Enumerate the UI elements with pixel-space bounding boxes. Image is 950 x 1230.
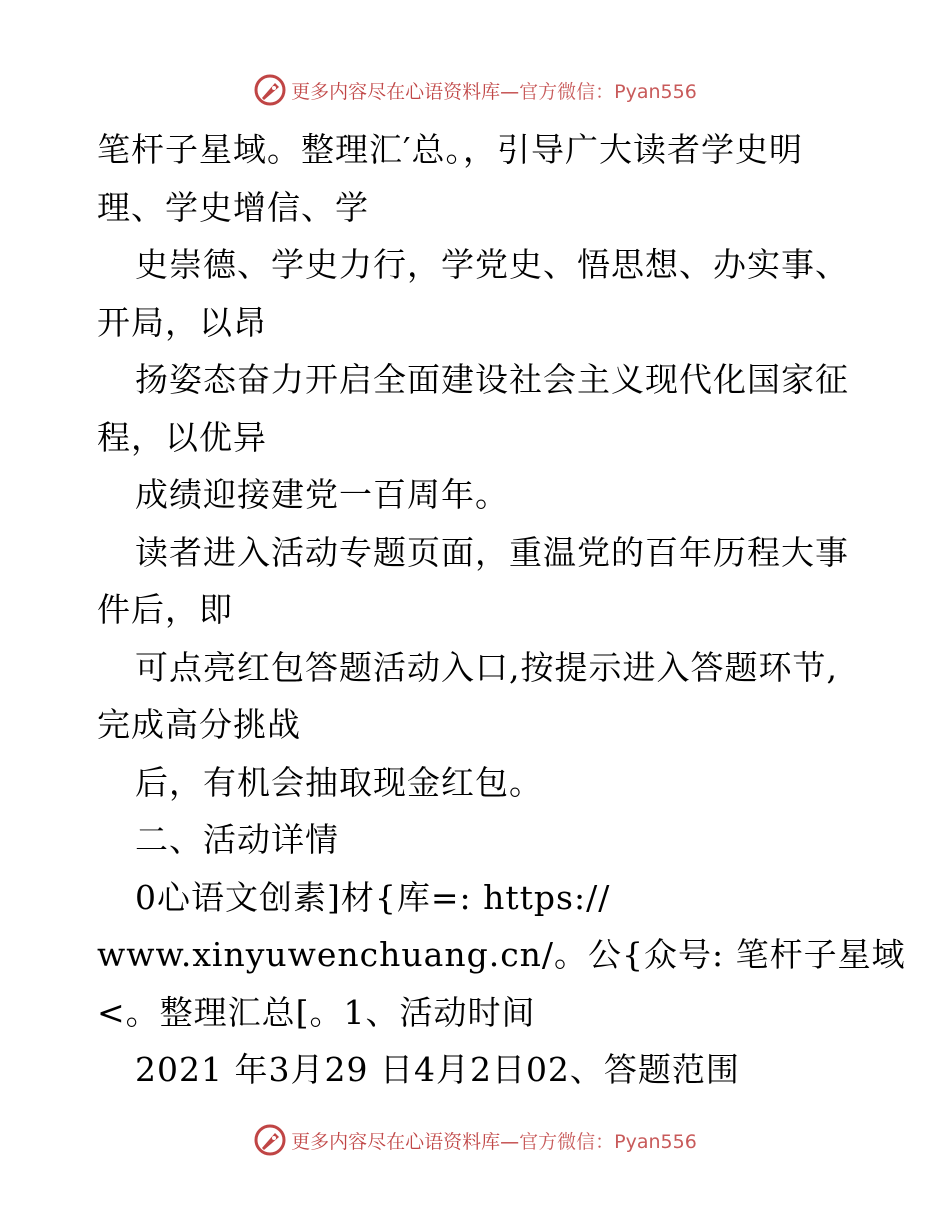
pen-nib-circle-icon (253, 73, 287, 107)
text-line: <。整理汇总[。1、活动时间 (97, 992, 536, 1032)
document-body (97, 121, 906, 1099)
text-line: 二、活动详情 (135, 820, 339, 859)
text-line: 件后，即 (97, 590, 233, 629)
watermark-banner-bottom (0, 1120, 950, 1160)
text-line: 笔杆子星域。整理汇′总。，引导广大读者学史明 (97, 130, 803, 169)
text-line: 成绩迎接建党一百周年。 (135, 475, 509, 514)
text-line: www.xinyuwenchuang.cn/。公{众号: 笔杆子星域 (97, 935, 906, 974)
text-line: 完成高分挑战 (97, 705, 301, 744)
text-line: 史崇德、学史力行，学党史、悟思想、办实事、 (135, 245, 849, 284)
text-line: 2021 年3月29 日4月2日02、答题范围 (135, 1050, 740, 1089)
text-line: 理、学史增信、学 (97, 187, 369, 227)
text-line: 可点亮红包答题活动入口,按提示进入答题环节, (135, 647, 838, 687)
text-line: 开局，以昂 (97, 302, 267, 342)
text-line: 扬姿态奋力开启全面建设社会主义现代化国家征 (135, 360, 849, 399)
text-line: 读者进入活动专题页面，重温党的百年历程大事 (135, 532, 849, 572)
text-line: 后，有机会抽取现金红包。 (135, 762, 543, 802)
watermark-banner-top (0, 70, 950, 110)
text-line: 程，以优异 (97, 417, 267, 457)
pen-nib-circle-icon (253, 1123, 287, 1157)
watermark-text: 更多内容尽在心语资料库—官方微信：Pyan556 (291, 1130, 697, 1153)
watermark-text: 更多内容尽在心语资料库—官方微信：Pyan556 (291, 80, 697, 103)
text-line: 0心语文创素]材{库=: https:// (135, 877, 611, 917)
